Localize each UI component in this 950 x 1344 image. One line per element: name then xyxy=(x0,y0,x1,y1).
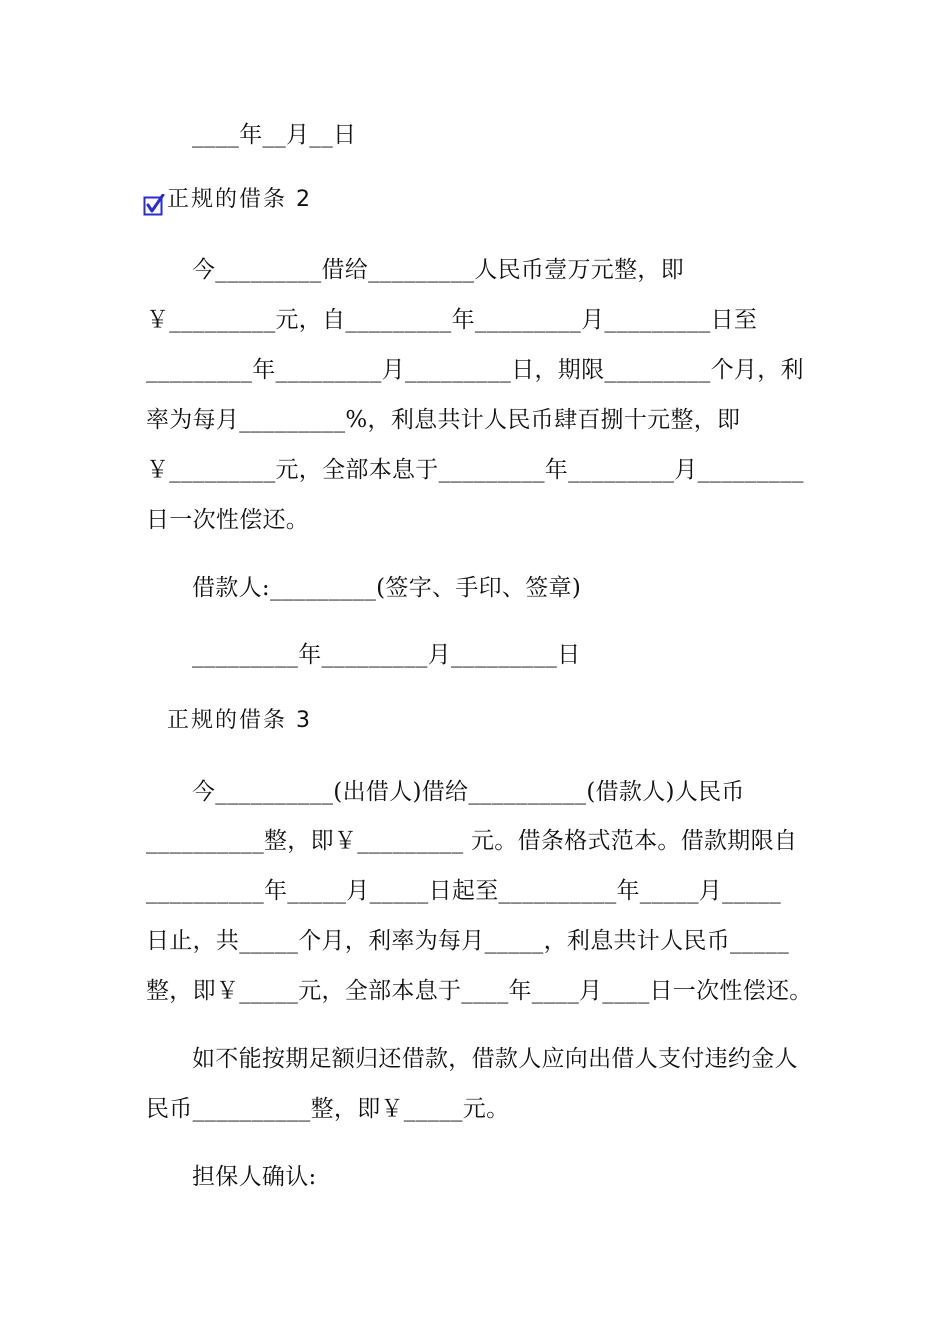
paragraph-line: 民币__________整，即￥_____元。 xyxy=(146,1096,510,1122)
paragraph-line: 今__________(出借人)借给__________(借款人)人民币 xyxy=(192,779,745,805)
paragraph-line: 今_________借给_________人民币壹万元整，即 xyxy=(192,257,684,283)
paragraph-line: ￥_________元，全部本息于_________年_________月_________ xyxy=(146,457,804,483)
paragraph-line: 率为每月_________%，利息共计人民币肆百捌十元整，即 xyxy=(146,407,741,433)
section-heading-2: 正规的借条 2 xyxy=(167,187,312,212)
paragraph-line: __________年_____月_____日起至__________年_____月_____ xyxy=(146,878,782,904)
paragraph-line: 如不能按期足额归还借款，借款人应向出借人支付违约金人 xyxy=(192,1046,798,1072)
paragraph-line: 整，即￥_____元，全部本息于____年____月____日一次性偿还。 xyxy=(146,978,813,1004)
paragraph-line: _________年_________月_________日，期限_________个月，利 xyxy=(146,357,804,383)
paragraph-line: 日一次性偿还。 xyxy=(146,507,310,533)
guarantor-confirmation-label: 担保人确认: xyxy=(192,1164,317,1190)
date-line: ____年__月__日 xyxy=(192,122,357,148)
date-line: _________年_________月_________日 xyxy=(192,642,581,668)
paragraph-line: 日止，共_____个月，利率为每月_____，利息共计人民币_____ xyxy=(146,928,789,954)
checkbox-checked-icon xyxy=(143,194,165,216)
paragraph-line: __________整，即￥_________ 元。借条格式范本。借款期限自 xyxy=(146,828,798,854)
paragraph-line: ￥_________元，自_________年_________月_________日至 xyxy=(146,307,758,333)
borrower-signature-line: 借款人:_________(签字、手印、签章) xyxy=(192,575,582,601)
section-heading-3: 正规的借条 3 xyxy=(167,708,312,733)
